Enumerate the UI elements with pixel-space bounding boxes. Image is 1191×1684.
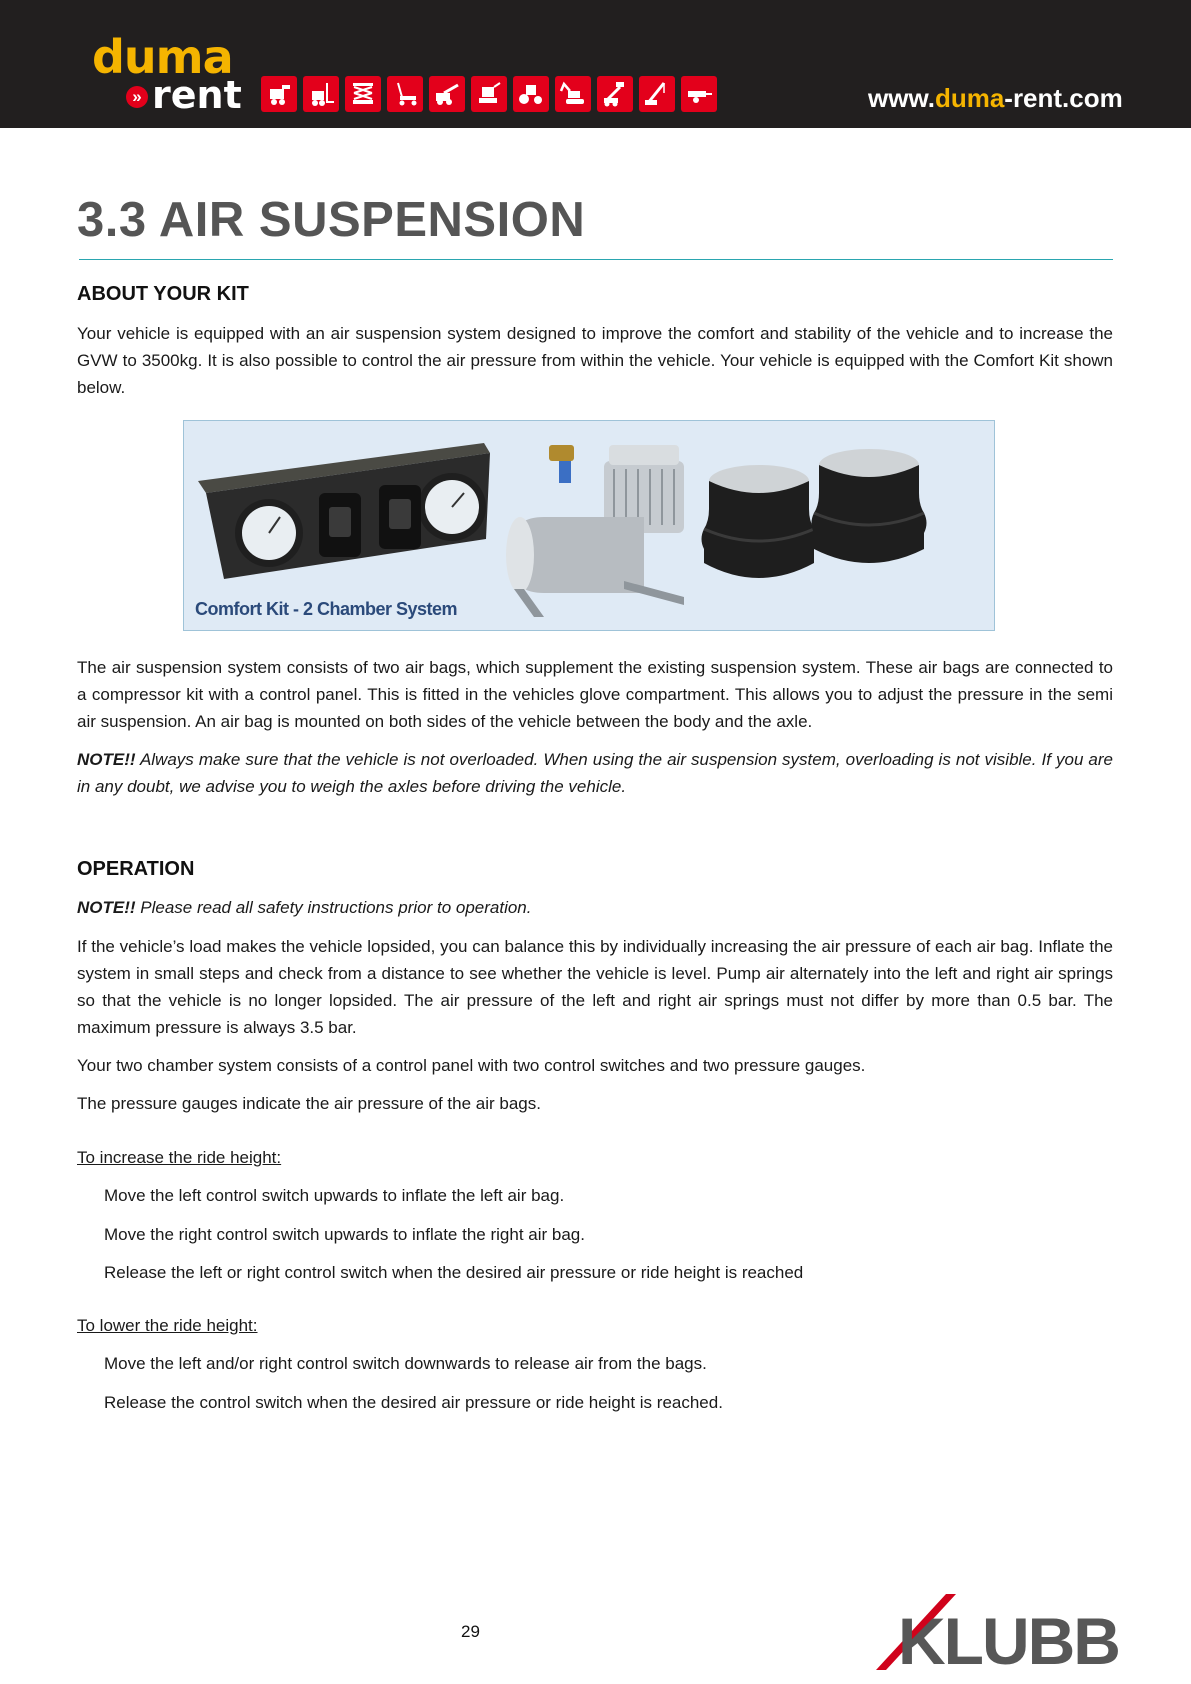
website-prefix: www.: [868, 83, 935, 113]
trailer-icon: [681, 76, 717, 112]
telehandler-icon: [429, 76, 465, 112]
boom-lift-icon: [597, 76, 633, 112]
logo-rent-text: rent: [152, 73, 242, 117]
about-heading: ABOUT YOUR KIT: [77, 283, 249, 305]
website-accent: duma: [934, 83, 1005, 113]
duma-rent-logo[interactable]: [90, 30, 242, 117]
list-item: Move the left and/or right control switch downwards to release air from the bags.: [104, 1354, 707, 1373]
increase-height-heading: To increase the ride height:: [77, 1148, 282, 1167]
operation-paragraph-balance: If the vehicle’s load makes the vehicle lopsided, you can balance this by individually increasing the air pressure of each air bag. Inflate the system in small steps and check from a distance to see whether the vehicle is level. Pump air alternately into the left and right air springs so that the vehicle is no longer lopsided. The air pressure of the left and right air springs must not differ by more than 0.5 bar. The maximum pressure is always 3.5 bar.: [77, 937, 1113, 1037]
compactor-icon: [471, 76, 507, 112]
about-intro-paragraph: Your vehicle is equipped with an air suspension system designed to improve the comfort and stability of the vehicle and to increase the GVW to 3500kg. It is also possible to control the air pressure from within the vehicle. Your vehicle is equipped with the Comfort Kit shown below.: [77, 324, 1113, 397]
note-text: Please read all safety instructions prior to operation.: [135, 898, 532, 917]
note-label: NOTE!!: [77, 750, 136, 769]
website-suffix: -rent.com: [1004, 83, 1123, 113]
list-item: Release the control switch when the desired air pressure or ride height is reached.: [104, 1393, 723, 1412]
klubb-wordmark: KLUBB: [898, 1604, 1119, 1670]
control-panel-image: [198, 443, 490, 579]
list-item: Release the left or right control switch when the desired air pressure or ride height is reached: [104, 1263, 804, 1282]
operation-heading: OPERATION: [77, 858, 195, 880]
logo-duma-text: duma: [92, 30, 233, 84]
excavator-icon: [555, 76, 591, 112]
note-label: NOTE!!: [77, 898, 136, 917]
figure-caption: Comfort Kit - 2 Chamber System: [195, 599, 458, 619]
header-bar: [0, 0, 1191, 128]
roller-icon: [513, 76, 549, 112]
machine-icon-strip: [261, 76, 717, 112]
page-title: 3.3 AIR SUSPENSION: [77, 193, 586, 247]
safety-note: [77, 894, 1113, 921]
scissor-lift-icon: [345, 76, 381, 112]
note-text: Always make sure that the vehicle is not overloaded. When using the air suspension system, overloading is not visible. If you are in any doubt, we advise you to weigh the axles before driving the vehicle.: [77, 750, 1113, 796]
logo-arrows-icon: »: [126, 86, 148, 108]
lower-height-heading: To lower the ride height:: [77, 1316, 258, 1335]
forklift-icon: [303, 76, 339, 112]
comfort-kit-figure: [183, 420, 995, 631]
title-divider: [79, 259, 1113, 260]
operation-paragraph-system: Your two chamber system consists of a control panel with two control switches and two pressure gauges.: [77, 1056, 866, 1075]
skid-steer-icon: [261, 76, 297, 112]
overload-note: [77, 746, 1113, 800]
page-number: 29: [461, 1622, 480, 1641]
compressor-image: [506, 445, 684, 617]
klubb-logo: [876, 1594, 1126, 1670]
list-item: Move the right control switch upwards to inflate the right air bag.: [104, 1225, 585, 1244]
crane-icon: [639, 76, 675, 112]
operation-paragraph-gauges: The pressure gauges indicate the air pressure of the air bags.: [77, 1094, 541, 1113]
list-item: Move the left control switch upwards to inflate the left air bag.: [104, 1186, 565, 1205]
pallet-truck-icon: [387, 76, 423, 112]
air-bags-image: [702, 449, 927, 578]
system-description-paragraph: The air suspension system consists of two air bags, which supplement the existing suspension system. These air bags are connected to a compressor kit with a control panel. This is fitted in the vehicles glove compartment. This allows you to adjust the pressure in the semi air suspension. An air bag is mounted on both sides of the vehicle between the body and the axle.: [77, 658, 1113, 731]
website-link[interactable]: [868, 83, 1123, 114]
